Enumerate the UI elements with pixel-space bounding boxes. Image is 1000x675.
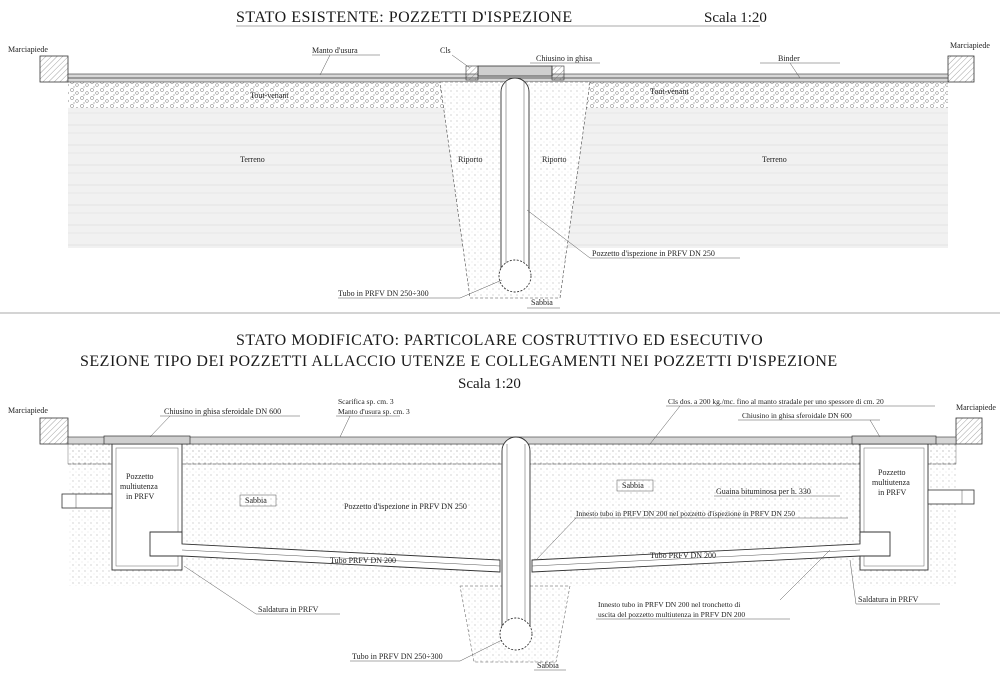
label-marciapiede-right: Marciapiede	[950, 41, 990, 50]
label-b-marciapiede-right: Marciapiede	[956, 403, 996, 412]
sidewalk-left	[40, 56, 68, 82]
label-b-multi-left-3: in PRFV	[126, 492, 155, 501]
label-sabbia: Sabbia	[531, 298, 553, 307]
label-terreno-left: Terreno	[240, 155, 265, 164]
inspection-shaft	[501, 78, 529, 288]
label-b-multi-right-2: multiutenza	[872, 478, 910, 487]
label-b-multi-right-3: in PRFV	[878, 488, 907, 497]
main-pipe-section-b	[500, 618, 532, 650]
label-b-scarifica: Scarifica sp. cm. 3	[338, 397, 394, 406]
label-b-innesto-bottom-1: Innesto tubo in PRFV DN 200 nel tronchetto di	[598, 600, 741, 609]
label-b-innesto-bottom-2: uscita del pozzetto multiutenza in PRFV DN 200	[598, 610, 746, 619]
label-b-tubo-right: Tubo PRFV DN 200	[650, 551, 717, 560]
label-b-chiusino-left: Chiusino in ghisa sferoidale DN 600	[164, 407, 282, 416]
label-b-saldatura-left: Saldatura in PRFV	[258, 605, 319, 614]
label-binder: Binder	[778, 54, 800, 63]
label-b-sabbia-left: Sabbia	[245, 496, 267, 505]
label-b-guaina: Guaina bituminosa per h. 330	[716, 487, 811, 496]
label-tout-venant-right: Tout-venant	[650, 87, 689, 96]
label-tubo: Tubo in PRFV DN 250÷300	[338, 289, 429, 298]
label-chiusino: Chiusino in ghisa	[536, 54, 593, 63]
label-b-sabbia-right: Sabbia	[622, 481, 644, 490]
label-tout-venant-left: Tout-venant	[250, 91, 289, 100]
label-b-manto: Manto d'usura sp. cm. 3	[338, 407, 410, 416]
label-b-multi-right-1: Pozzetto	[878, 468, 906, 477]
top-scale: Scala 1:20	[704, 10, 767, 26]
label-b-multi-left-2: multiutenza	[120, 482, 158, 491]
bottom-title-2: SEZIONE TIPO DEI POZZETTI ALLACCIO UTENZE E COLLEGAMENTI NEI POZZETTI D'ISPEZIONE	[80, 353, 838, 370]
top-section	[0, 9, 1000, 313]
label-b-tubo-main: Tubo in PRFV DN 250÷300	[352, 652, 443, 661]
bottom-title-1: STATO MODIFICATO: PARTICOLARE COSTRUTTIVO ED ESECUTIVO	[236, 332, 764, 349]
label-b-pozzetto-isp: Pozzetto d'ispezione in PRFV DN 250	[344, 502, 467, 511]
sidewalk-left-b	[40, 418, 68, 444]
label-b-chiusino-right: Chiusino in ghisa sferoidale DN 600	[742, 411, 852, 420]
label-b-tubo-left: Tubo PRFV DN 200	[330, 556, 397, 565]
label-manto: Manto d'usura	[312, 46, 358, 55]
bottom-scale: Scala 1:20	[458, 376, 521, 392]
main-pipe-section	[499, 260, 531, 292]
label-b-multi-left-1: Pozzetto	[126, 472, 154, 481]
sidewalk-right-b	[956, 418, 982, 444]
label-b-cls: Cls dos. a 200 kg./mc. fino al manto stradale per uno spessore di cm. 20	[668, 397, 884, 406]
label-b-sabbia-bottom: Sabbia	[537, 661, 559, 670]
sidewalk-right	[948, 56, 974, 82]
label-cls: Cls	[440, 46, 451, 55]
label-riporto-left: Riporto	[458, 155, 483, 164]
label-riporto-right: Riporto	[542, 155, 567, 164]
inspection-shaft-b	[502, 437, 530, 647]
top-title: STATO ESISTENTE: POZZETTI D'ISPEZIONE	[236, 9, 573, 26]
label-b-innesto-top: Innesto tubo in PRFV DN 200 nel pozzetto d'ispezione in PRFV DN 250	[576, 509, 795, 518]
manhole-cover	[478, 66, 552, 76]
label-pozzetto: Pozzetto d'ispezione in PRFV DN 250	[592, 249, 715, 258]
label-b-saldatura-right: Saldatura in PRFV	[858, 595, 919, 604]
bottom-section	[8, 332, 996, 670]
label-terreno-right: Terreno	[762, 155, 787, 164]
label-marciapiede-left: Marciapiede	[8, 45, 48, 54]
label-b-marciapiede-left: Marciapiede	[8, 406, 48, 415]
